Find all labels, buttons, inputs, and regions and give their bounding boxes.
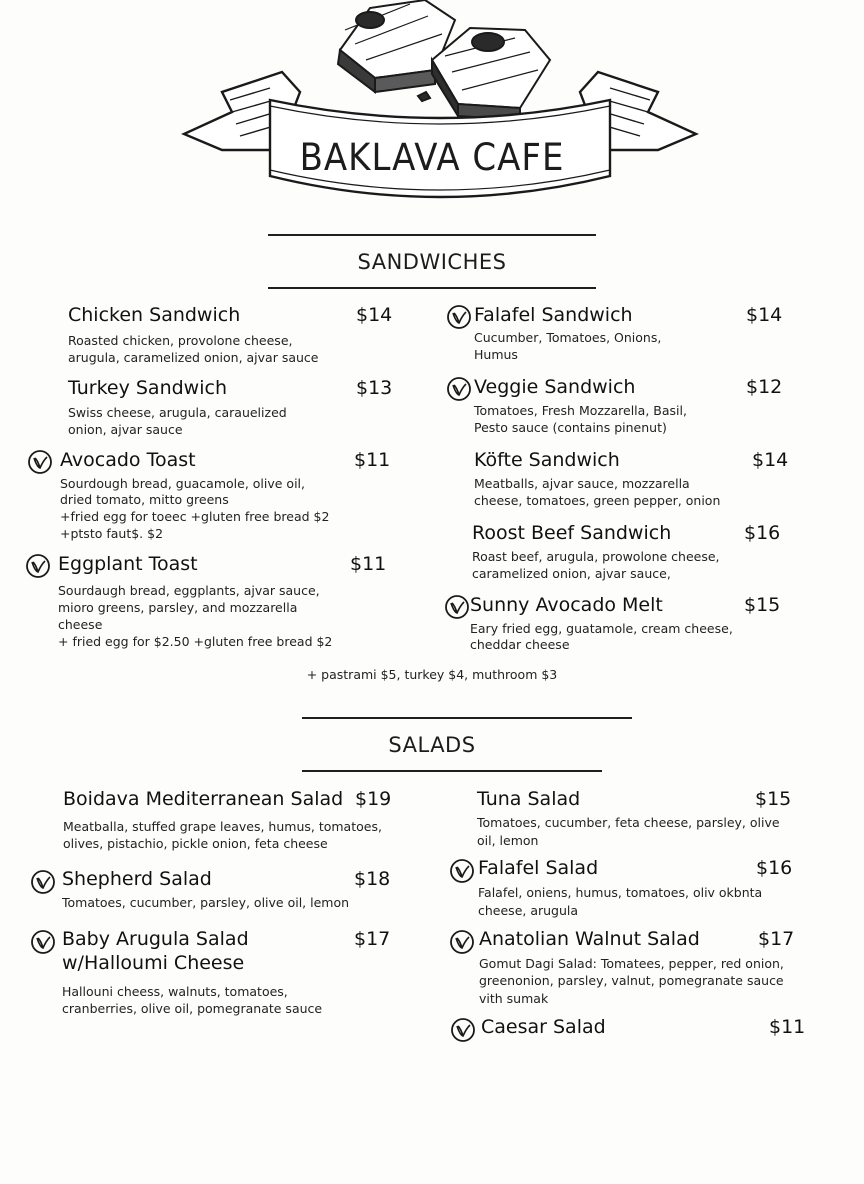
item-description: cranberries, olive oil, pomegranate sauce [62, 1001, 323, 1016]
cafe-name: BAKLAVA CAFE [299, 136, 565, 180]
vegetarian-leaf-icon [446, 376, 472, 402]
item-description: caramelized onion, ajvar sauce, [472, 566, 671, 581]
item-name: Tuna Salad [477, 788, 581, 810]
section-title-salads: SALADS [388, 733, 476, 757]
item-description: Cucumber, Tomatoes, Onions, [474, 330, 662, 345]
item-price: $16 [744, 522, 781, 544]
item-description: cheese [58, 617, 103, 632]
item-description: greenonion, parsley, valnut, pomegranate sauce [479, 973, 784, 988]
item-price: $17 [354, 928, 391, 950]
item-description: Tomatoes, Fresh Mozzarella, Basil, [474, 403, 687, 418]
item-description: oil, lemon [477, 833, 539, 848]
item-description: Sourdough bread, guacamole, olive oil, [60, 476, 305, 491]
item-price: $11 [354, 449, 391, 471]
item-description: onion, ajvar sauce [68, 422, 183, 437]
baklava-banner-illustration [170, 0, 710, 215]
vegetarian-leaf-icon [449, 929, 475, 955]
item-description: Meatballa, stuffed grape leaves, humus, tomatoes, [63, 819, 382, 834]
item-name: Roost Beef Sandwich [472, 522, 672, 544]
item-description: cheese, arugula [478, 903, 579, 918]
item-name: Boidava Mediterranean Salad [63, 788, 344, 810]
sandwich-addons-note: + pastrami $5, turkey $4, muthroom $3 [306, 667, 558, 682]
vegetarian-leaf-icon [30, 929, 56, 955]
item-name: Baby Arugula Salad [62, 928, 249, 950]
section-title-sandwiches: SANDWICHES [357, 250, 507, 274]
item-description: Hallouni cheess, walnuts, tomatoes, [62, 984, 288, 999]
item-description: Pesto sauce (contains pinenut) [474, 420, 667, 435]
vegetarian-leaf-icon [25, 553, 51, 579]
item-price: $19 [355, 788, 392, 810]
item-price: $14 [746, 304, 783, 326]
vegetarian-leaf-icon [30, 869, 56, 895]
item-description: arugula, caramelized onion, ajvar sauce [68, 350, 319, 365]
item-price: $18 [354, 868, 391, 890]
item-description: + fried egg for $2.50 +gluten free bread $2 [58, 634, 333, 649]
item-name: Shepherd Salad [62, 868, 212, 890]
baklava-icon [338, 0, 550, 120]
item-description: Sourdaugh bread, eggplants, ajvar sauce, [58, 583, 320, 598]
vegetarian-leaf-icon [444, 594, 470, 620]
item-description: Roast beef, arugula, prowolone cheese, [472, 549, 720, 564]
item-description: mioro greens, parsley, and mozzarella [58, 600, 298, 615]
item-name: Chicken Sandwich [68, 304, 241, 326]
item-price: $14 [356, 304, 393, 326]
vegetarian-leaf-icon [446, 304, 472, 330]
item-description: +fried egg for toeec +gluten free bread $2 [60, 509, 330, 524]
item-name: Veggie Sandwich [474, 376, 636, 398]
item-description: Tomatoes, cucumber, feta cheese, parsley, olive [477, 815, 780, 830]
item-description: Eary fried egg, guatamole, cream cheese, [470, 621, 733, 636]
item-price: $15 [744, 594, 781, 616]
item-description: vith sumak [479, 991, 549, 1006]
item-name-line-2: w/Halloumi Cheese [62, 952, 245, 974]
item-description: olives, pistachio, pickle onion, feta cheese [63, 836, 328, 851]
item-price: $15 [755, 788, 792, 810]
item-name: Falafel Sandwich [474, 304, 633, 326]
item-name: Turkey Sandwich [68, 377, 227, 399]
item-name: Caesar Salad [481, 1016, 606, 1038]
item-description: Humus [474, 347, 518, 362]
divider-line [268, 287, 596, 289]
item-price: $13 [356, 377, 393, 399]
item-description: Gomut Dagi Salad: Tomatees, pepper, red onion, [479, 956, 784, 971]
vegetarian-leaf-icon [449, 858, 475, 884]
item-description: Falafel, oniens, humus, tomatoes, oliv okbnta [478, 885, 763, 900]
item-price: $11 [769, 1016, 806, 1038]
item-price: $17 [758, 928, 795, 950]
vegetarian-leaf-icon [450, 1017, 476, 1043]
item-name: Eggplant Toast [58, 553, 198, 575]
vegetarian-leaf-icon [27, 449, 53, 475]
item-name: Anatolian Walnut Salad [479, 928, 700, 950]
item-name: Sunny Avocado Melt [470, 594, 663, 616]
item-price: $12 [746, 376, 783, 398]
item-name: Köfte Sandwich [474, 449, 620, 471]
item-name: Avocado Toast [60, 449, 196, 471]
item-price: $16 [756, 857, 793, 879]
item-price: $11 [350, 553, 387, 575]
item-description: Tomatoes, cucumber, parsley, olive oil, lemon [62, 895, 350, 910]
item-description: cheddar cheese [470, 637, 570, 652]
divider-line [302, 770, 602, 772]
divider-line [268, 234, 596, 236]
item-price: $14 [752, 449, 789, 471]
item-description: Swiss cheese, arugula, carauelized [68, 405, 287, 420]
divider-line [302, 717, 632, 719]
item-description: dried tomato, mitto greens [60, 492, 229, 507]
item-description: Meatballs, ajvar sauce, mozzarella [474, 476, 690, 491]
item-description: +ptsto faut$. $2 [60, 526, 164, 541]
item-description: Roasted chicken, provolone cheese, [68, 333, 293, 348]
item-name: Falafel Salad [478, 857, 599, 879]
item-description: cheese, tomatoes, green pepper, onion [474, 493, 721, 508]
